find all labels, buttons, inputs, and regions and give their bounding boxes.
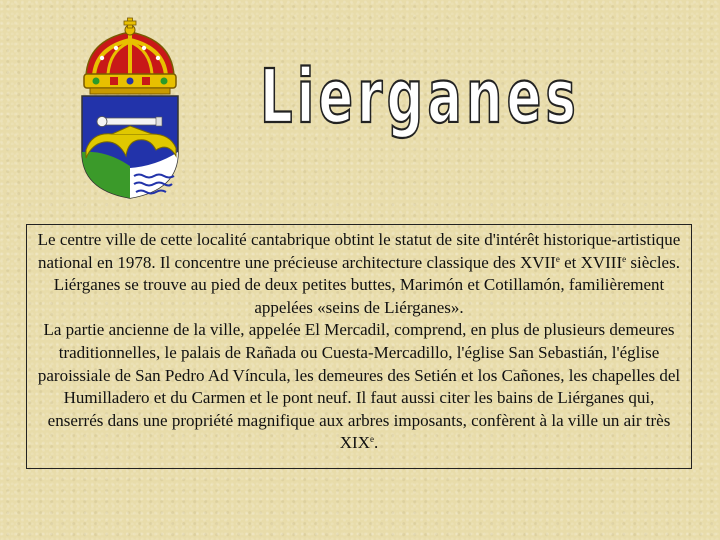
description-paragraph-2 — [35, 319, 683, 455]
superscript: e — [369, 434, 374, 445]
shield-icon — [82, 96, 178, 198]
description-text: La partie ancienne de la ville, appelée El Mercadil, comprend, en plus de plusieurs demeures traditionnelles, le palais de Rañada ou Cuesta-Mercadillo, l'église San Sebastián, l'église paroissiale de San Pedro Ad Víncula, les demeures des Setién et los Cañones, les chapelles del Humilladero et du Carmen et le pont neuf. Il faut aussi citer les bains de Liérganes qui, enserrés dans une propriété magnifique aux arbres imposants, confèrent à la ville un air très XIX — [37, 320, 681, 453]
description-text: siècles. Liérganes se trouve au pied de deux petites buttes, Marimón et Cotillamón, familièrement appelées «seins de Liérganes». — [53, 252, 680, 317]
crown-icon — [84, 18, 176, 94]
page-title: Lierganes — [260, 54, 580, 140]
description-text: et XVIII — [559, 252, 623, 272]
description-text: . — [373, 433, 379, 453]
description-paragraph-1 — [35, 229, 683, 319]
superscript: e — [622, 253, 627, 264]
page-title-graphic — [250, 54, 590, 140]
description-box — [26, 224, 692, 469]
superscript: e — [555, 253, 560, 264]
coat-of-arms-emblem — [72, 18, 188, 200]
description-text: Le centre ville de cette localité cantabrique obtint le statut de site d'intérêt historique-artistique national en 1978. Il concentre une précieuse architecture classique des XVII — [37, 230, 681, 272]
page-title-container — [250, 54, 590, 140]
